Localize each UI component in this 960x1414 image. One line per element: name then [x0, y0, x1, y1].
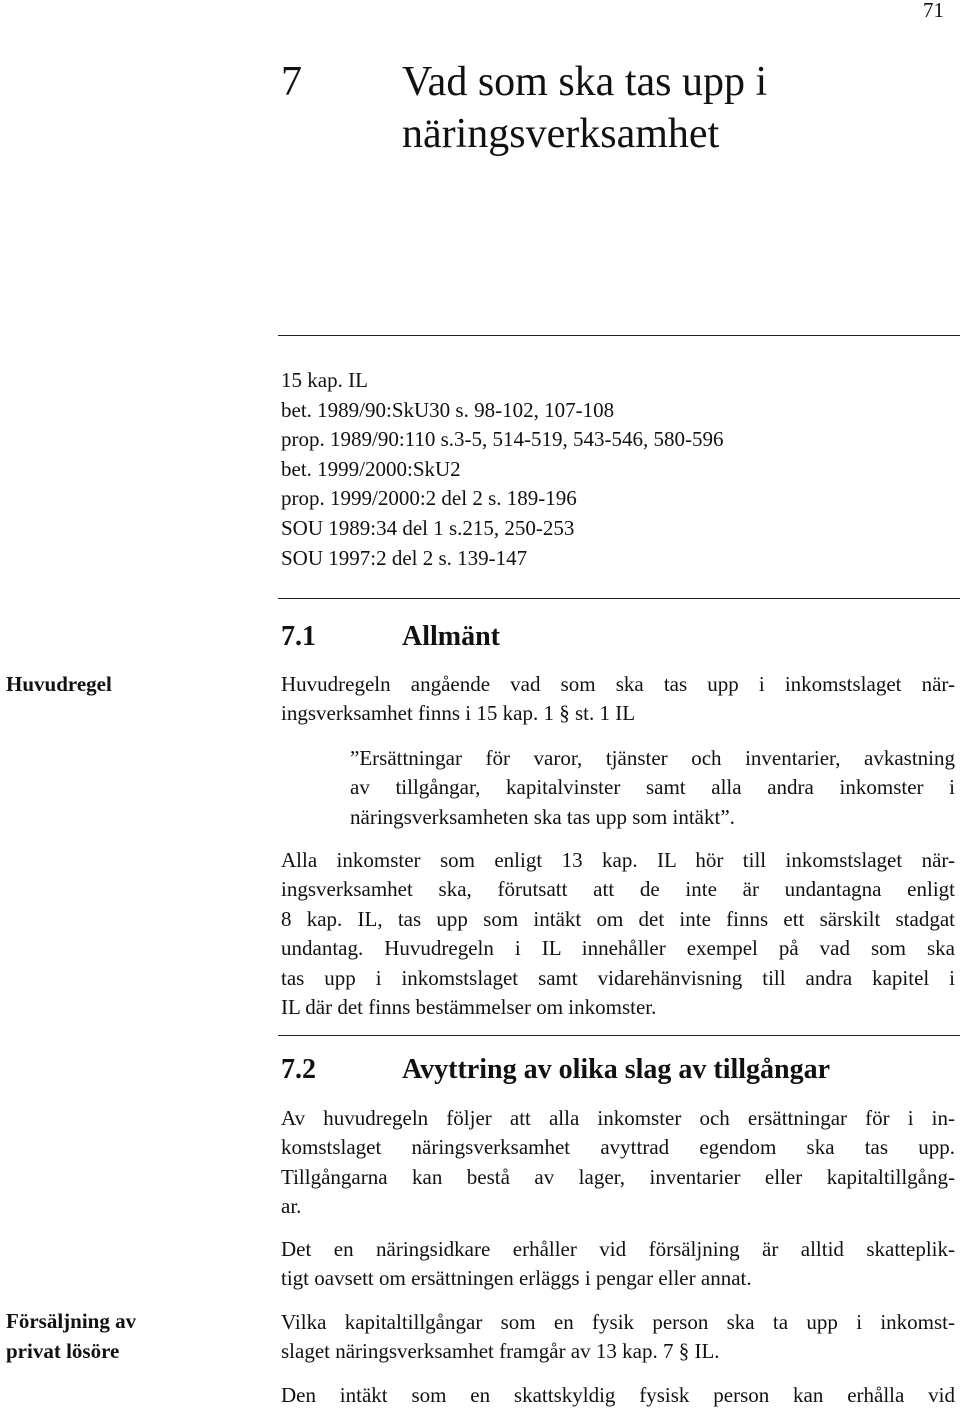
paragraph-avyttring [281, 1104, 955, 1222]
text-line: tas upp i inkomstslaget samt vidarehänvisning till andra kapitel i [281, 965, 955, 990]
top-divider [278, 335, 960, 336]
section-title: Avyttring av olika slag av tillgångar [402, 1054, 831, 1085]
intro-paragraph [281, 670, 955, 729]
chapter-title-line: näringsverksamhet [402, 111, 720, 157]
text-line: Det en näringsidkare erhåller vid försäljning är alltid skatteplik- [281, 1237, 955, 1261]
text-line: näringsverksamheten ska tas upp som intäkt”. [350, 804, 735, 829]
text-line: 8 kap. IL, tas upp som intäkt om det inte finns ett särskilt stadgat [281, 906, 955, 931]
text-line: ar. [281, 1194, 302, 1219]
chapter-title [402, 56, 767, 160]
section-divider [278, 598, 960, 599]
chapter-number: 7 [281, 59, 302, 105]
law-quote [350, 744, 955, 832]
text-line: Av huvudregeln följer att alla inkomster och ersättningar för i in- [281, 1106, 955, 1130]
reference-item: prop. 1989/90:110 s.3-5, 514-519, 543-546, 580-596 [281, 427, 724, 452]
text-line: undantag. Huvudregeln i IL innehåller exempel på vad som ska [281, 936, 955, 961]
paragraph-kapitaltillgangar [281, 1308, 955, 1367]
chapter-title-line: Vad som ska tas upp i [402, 59, 768, 105]
text-line: Huvudregeln angående vad som ska tas upp i inkomstslaget när- [281, 672, 955, 696]
text-line: ingsverksamhet ska, förutsatt att de inte är undantagna enligt [281, 877, 955, 902]
text-line: komstslaget näringsverksamhet avyttrad egendom ska tas upp. [281, 1135, 955, 1160]
text-line: Den intäkt som en skattskyldig fysisk person kan erhålla vid [281, 1383, 955, 1407]
text-line: Tillgångarna kan bestå av lager, inventarier eller kapitaltillgång- [281, 1164, 955, 1189]
text-line: IL där det finns bestämmelser om inkomster. [281, 995, 657, 1020]
text-line: ingsverksamhet finns i 15 kap. 1 § st. 1 IL [281, 701, 636, 726]
section-number: 7.2 [281, 1054, 316, 1085]
margin-note-huvudregel: Huvudregel [6, 672, 112, 696]
page-number: 71 [923, 0, 944, 22]
reference-item: SOU 1997:2 del 2 s. 139-147 [281, 545, 528, 570]
reference-item: bet. 1989/90:SkU30 s. 98-102, 107-108 [281, 397, 615, 422]
reference-item: 15 kap. IL [281, 368, 368, 392]
margin-note-forsaljning [6, 1306, 136, 1366]
text-line: Alla inkomster som enligt 13 kap. IL hör till inkomstslaget när- [281, 848, 955, 872]
body-paragraph [281, 846, 955, 1022]
reference-item: SOU 1989:34 del 1 s.215, 250-253 [281, 515, 575, 540]
reference-item: prop. 1999/2000:2 del 2 s. 189-196 [281, 486, 577, 511]
paragraph-skattepliktigt [281, 1235, 955, 1294]
margin-note-line: Försäljning av [6, 1309, 137, 1333]
text-line: av tillgångar, kapitalvinster samt alla andra inkomster i [350, 775, 955, 800]
text-line: Vilka kapitaltillgångar som en fysik person ska ta upp i inkomst- [281, 1310, 955, 1334]
paragraph-intakt [281, 1381, 955, 1410]
margin-note-line: privat lösöre [6, 1339, 120, 1363]
section-title: Allmänt [402, 621, 500, 652]
reference-item: bet. 1999/2000:SkU2 [281, 456, 461, 481]
text-line: slaget näringsverksamhet framgår av 13 kap. 7 § IL. [281, 1339, 720, 1364]
text-line: tigt oavsett om ersättningen erläggs i pengar eller annat. [281, 1266, 752, 1291]
section-divider [278, 1035, 960, 1036]
section-number: 7.1 [281, 621, 316, 652]
text-line: ”Ersättningar för varor, tjänster och inventarier, avkastning [350, 746, 955, 770]
reference-list [281, 366, 724, 573]
